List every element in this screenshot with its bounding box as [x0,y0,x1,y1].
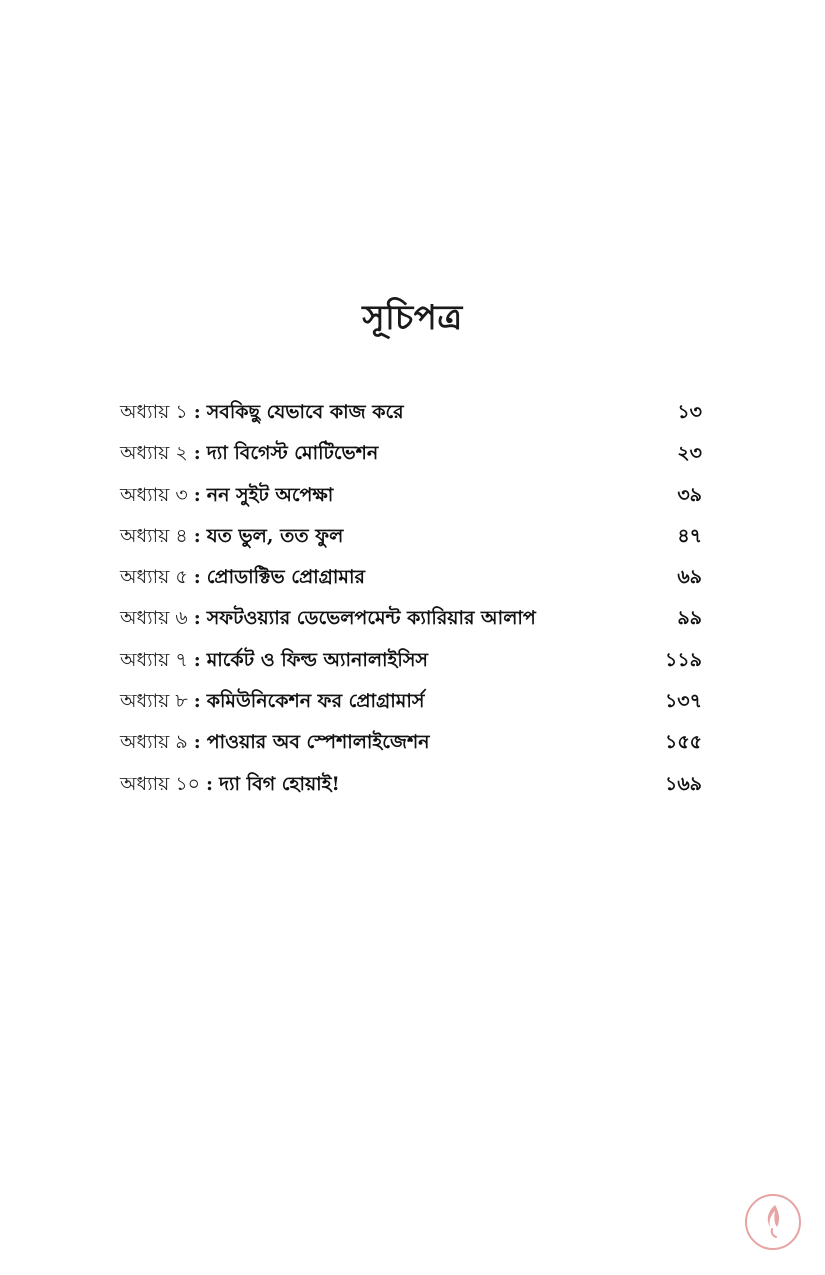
chapter-label: অধ্যায় ৬ [120,607,188,630]
chapter-separator: : [193,442,201,465]
toc-entry-3[interactable] [120,475,702,516]
toc-entry-4[interactable] [120,516,702,557]
chapter-separator: : [193,731,201,754]
chapter-page-number: ১৬৯ [664,772,702,795]
chapter-separator: : [193,524,201,547]
chapter-title: প্রোডাক্টিভ প্রোগ্রামার [206,566,365,589]
chapter-page-number: ২৩ [677,442,702,465]
chapter-separator: : [193,648,201,671]
chapter-page-number: ৯৯ [677,607,702,630]
chapter-page-number: ১১৯ [665,648,702,671]
chapter-label: অধ্যায় ২ [120,442,188,465]
chapter-title: সবকিছু যেভাবে কাজ করে [206,401,404,423]
chapter-page-number: ১৩৭ [664,690,702,713]
toc-entry-5[interactable] [120,557,702,598]
chapter-label: অধ্যায় ৭ [120,648,188,671]
chapter-title: কমিউনিকেশন ফর প্রোগ্রামার্স [206,690,425,713]
chapter-separator: : [206,772,214,795]
chapter-page-number: ৬৯ [677,566,702,589]
chapter-label: অধ্যায় ১০ [120,772,201,795]
toc-entry-2[interactable] [120,433,702,474]
chapter-title: দ্যা বিগেস্ট মোটিভেশন [206,442,379,465]
chapter-title: দ্যা বিগ হোয়াই! [219,772,340,795]
chapter-label: অধ্যায় ৪ [120,524,188,547]
chapter-page-number: ৩৯ [677,483,702,506]
chapter-label: অধ্যায় ৫ [120,566,188,589]
toc-entry-7[interactable] [120,640,702,681]
chapter-title: পাওয়ার অব স্পেশালাইজেশন [206,731,430,754]
toc-entry-1[interactable] [120,392,702,433]
page-title: সূচিপত্র [362,298,463,338]
chapter-title: যত ভুল, তত ফুল [206,524,344,547]
chapter-label: অধ্যায় ১ [120,401,188,423]
chapter-separator: : [193,690,201,713]
toc-entry-6[interactable] [120,598,702,639]
quill-pen-logo-icon [744,1193,802,1251]
chapter-title: নন সুইট অপেক্ষা [206,483,334,506]
chapter-title: মার্কেট ও ফিল্ড অ্যানালাইসিস [206,648,428,671]
chapter-title: সফটওয়্যার ডেভেলপমেন্ট ক্যারিয়ার আলাপ [206,607,536,630]
chapter-page-number: ১৫৫ [665,731,702,754]
chapter-page-number: ৪৭ [677,524,702,547]
chapter-separator: : [193,483,201,506]
chapter-page-number: ১৩ [677,401,702,423]
chapter-label: অধ্যায় ৩ [120,483,188,506]
table-of-contents [120,392,702,805]
chapter-separator: : [193,607,201,630]
toc-entry-10[interactable] [120,764,702,805]
chapter-separator: : [193,566,201,589]
toc-entry-9[interactable] [120,722,702,763]
chapter-label: অধ্যায় ৮ [120,690,188,713]
chapter-label: অধ্যায় ৯ [120,731,188,754]
chapter-separator: : [193,401,201,423]
toc-entry-8[interactable] [120,681,702,722]
